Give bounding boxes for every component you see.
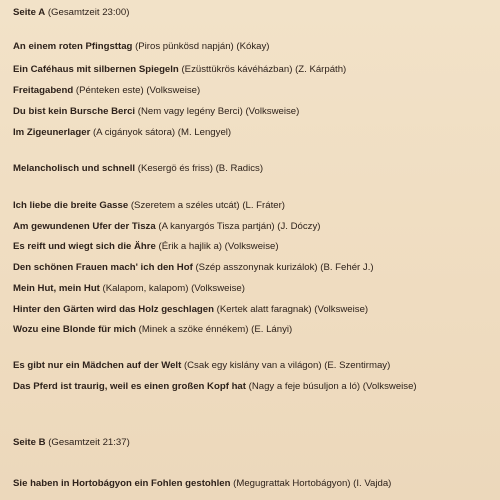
track-title-de: Das Pferd ist traurig, weil es einen großen Kopf hat — [13, 381, 246, 392]
track-title-hu: (Ezüsttükrös kávéházban) — [181, 64, 293, 75]
side-a-total: (Gesamtzeit 23:00) — [47, 7, 130, 18]
track-title-de: Es reift und wiegt sich die Ähre — [13, 241, 156, 252]
track-composer: (Volksweise) — [362, 381, 417, 392]
track-title-de: Hinter den Gärten wird das Holz geschlagen — [13, 304, 214, 315]
track-title-de: Im Zigeunerlager — [13, 127, 91, 138]
track-title-hu: (Piros pünkösd napján) — [135, 41, 234, 52]
track-composer: (J. Dóczy) — [277, 221, 321, 232]
track-title-de: Es gibt nur ein Mädchen auf der Welt — [13, 360, 182, 371]
track-title-de: Am gewundenen Ufer der Tisza — [13, 221, 156, 232]
track-line — [13, 106, 299, 118]
track-title-hu: (Kalapom, kalapom) — [102, 283, 189, 294]
track-composer: (E. Szentirmay) — [324, 360, 391, 371]
track-title-de: Ich liebe die breite Gasse — [13, 200, 129, 211]
track-line — [13, 64, 346, 76]
track-line — [13, 85, 200, 97]
track-title-hu: (Szeretem a széles utcát) — [130, 200, 240, 211]
track-line — [13, 283, 245, 295]
track-line — [13, 200, 285, 212]
track-line — [13, 41, 269, 53]
track-line — [13, 381, 417, 393]
track-title-de: Du bist kein Bursche Berci — [13, 106, 136, 117]
track-composer: (Volksweise) — [314, 304, 369, 315]
track-composer: (B. Fehér J.) — [320, 262, 374, 273]
track-title-de: Den schönen Frauen mach' ich den Hof — [13, 262, 193, 273]
track-title-hu: (Érik a hajlik a) — [158, 241, 222, 252]
track-line — [13, 127, 231, 139]
track-composer: (Z. Kárpáth) — [295, 64, 347, 75]
track-title-hu: (Nagy a feje búsuljon a ló) — [248, 381, 361, 392]
track-composer: (Kókay) — [236, 41, 270, 52]
track-title-hu: (Kertek alatt faragnak) — [216, 304, 312, 315]
track-title-hu: (A cigányok sátora) — [92, 127, 176, 138]
track-title-hu: (Megugrattak Hortobágyon) — [233, 478, 351, 489]
track-title-hu: (Kesergö és friss) — [137, 163, 213, 174]
track-line — [13, 478, 391, 490]
track-title-de: Ein Caféhaus mit silbernen Spiegeln — [13, 64, 179, 75]
track-title-hu: (Minek a szöke énnékem) — [138, 324, 249, 335]
track-composer: (Volksweise) — [146, 85, 201, 96]
track-composer: (I. Vajda) — [353, 478, 392, 489]
track-title-hu: (Nem vagy legény Berci) — [137, 106, 243, 117]
track-line — [13, 163, 263, 175]
track-line — [13, 221, 320, 233]
track-title-hu: (Pénteken este) — [75, 85, 144, 96]
side-a-heading — [13, 7, 129, 19]
track-line — [13, 360, 390, 372]
side-b-heading — [13, 437, 130, 449]
track-line — [13, 304, 368, 316]
track-title-de: An einem roten Pfingsttag — [13, 41, 133, 52]
track-title-de: Melancholisch und schnell — [13, 163, 136, 174]
track-composer: (Volksweise) — [245, 106, 300, 117]
track-line — [13, 241, 279, 253]
track-title-hu: (A kanyargós Tisza partján) — [158, 221, 275, 232]
track-line — [13, 324, 292, 336]
track-composer: (Volksweise) — [191, 283, 245, 294]
track-title-de: Wozu eine Blonde für mich — [13, 324, 136, 335]
side-b-title: Seite B — [13, 437, 46, 448]
track-composer: (B. Radics) — [215, 163, 264, 174]
track-title-hu: (Csak egy kislány van a világon) — [183, 360, 322, 371]
track-composer: (M. Lengyel) — [177, 127, 232, 138]
track-title-de: Mein Hut, mein Hut — [13, 283, 100, 294]
track-title-de: Freitagabend — [13, 85, 74, 96]
track-composer: (Volksweise) — [224, 241, 279, 252]
track-composer: (L. Fráter) — [242, 200, 285, 211]
track-composer: (E. Lányi) — [251, 324, 293, 335]
side-b-total: (Gesamtzeit 21:37) — [48, 437, 130, 448]
side-a-title: Seite A — [13, 7, 46, 18]
track-title-hu: (Szép asszonynak kurizálok) — [195, 262, 318, 273]
track-line — [13, 262, 374, 274]
track-title-de: Sie haben in Hortobágyon ein Fohlen gestohlen — [13, 478, 231, 489]
